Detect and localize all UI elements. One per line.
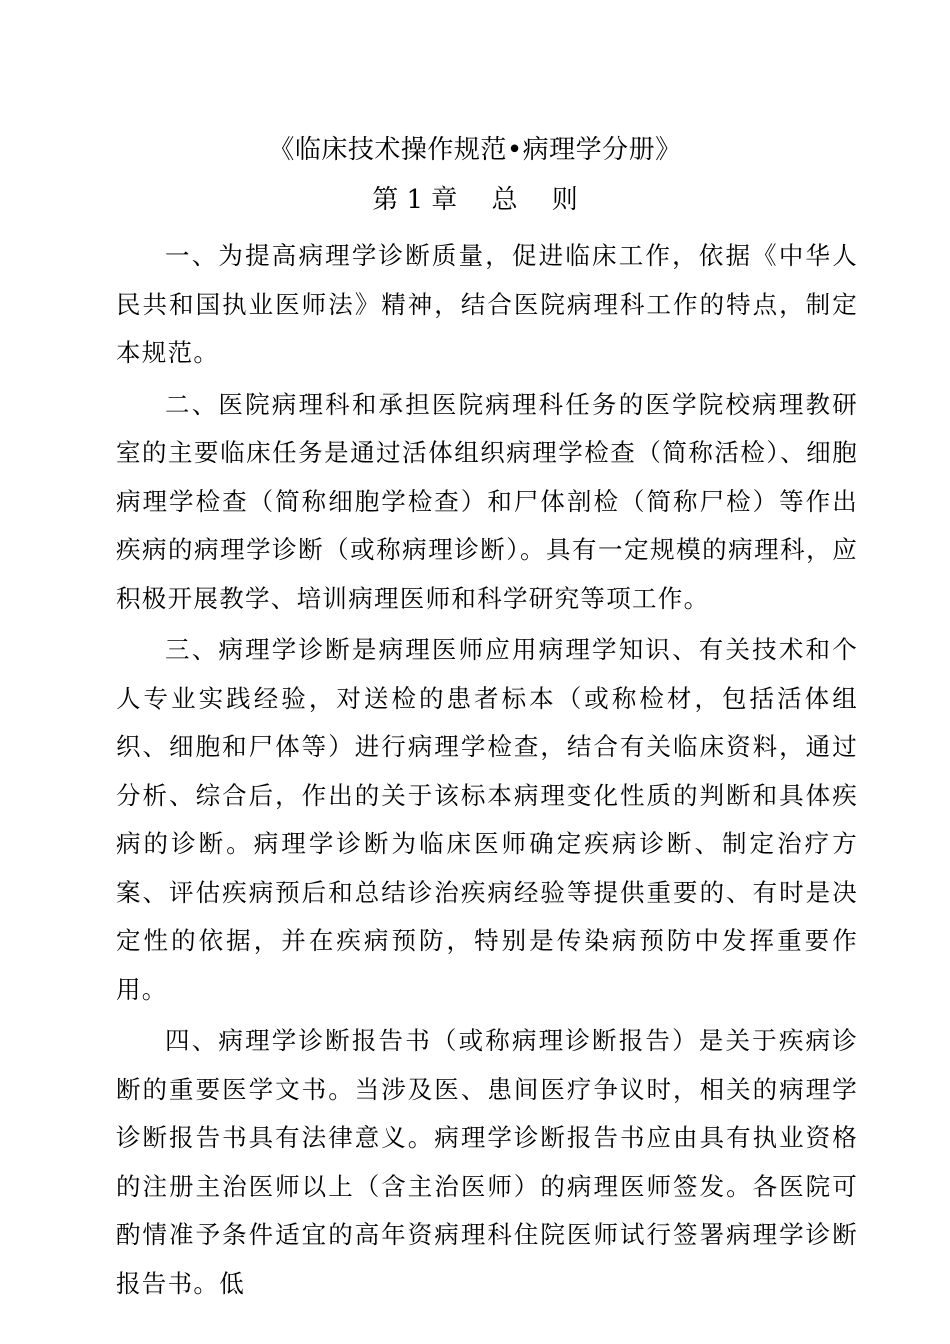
paragraph-3: 三、病理学诊断是病理医师应用病理学知识、有关技术和个人专业实践经验，对送检的患者标本（或称检材，包括活体组织、细胞和尸体等）进行病理学检查，结合有关临床资料，通过分析、综合后，作出的关于该标本病理变化性质的判断和具体疾病的诊断。病理学诊断为临床医师确定疾病诊断、制定治疗方案、评估疾病预后和总结诊治疾病经验等提供重要的、有时是决定性的依据，并在疾病预防，特别是传染病预防中发挥重要作用。 bbox=[116, 635, 858, 1004]
paragraph-1: 一、为提高病理学诊断质量，促进临床工作，依据《中华人民共和国执业医师法》精神，结合医院病理科工作的特点，制定本规范。 bbox=[116, 241, 858, 367]
paragraph-2: 二、医院病理科和承担医院病理科任务的医学院校病理教研室的主要临床任务是通过活体组织病理学检查（简称活检）、细胞病理学检查（简称细胞学检查）和尸体剖检（简称尸检）等作出疾病的病理学诊断（或称病理诊断）。具有一定规模的病理科，应积极开展教学、培训病理医师和科学研究等项工作。 bbox=[116, 389, 858, 613]
chapter-heading: 第 1 章 总 则 bbox=[372, 185, 578, 215]
document-body bbox=[116, 232, 858, 1308]
paragraph-4: 四、病理学诊断报告书（或称病理诊断报告）是关于疾病诊断的重要医学文书。当涉及医、患间医疗争议时，相关的病理学诊断报告书具有法律意义。病理学诊断报告书应由具有执业资格的注册主治医师以上（含主治医师）的病理医师签发。各医院可酌情准予条件适宜的高年资病理科住院医师试行签署病理学诊断报告书。低 bbox=[116, 1026, 858, 1298]
document-title: 《临床技术操作规范•病理学分册》 bbox=[268, 135, 682, 165]
